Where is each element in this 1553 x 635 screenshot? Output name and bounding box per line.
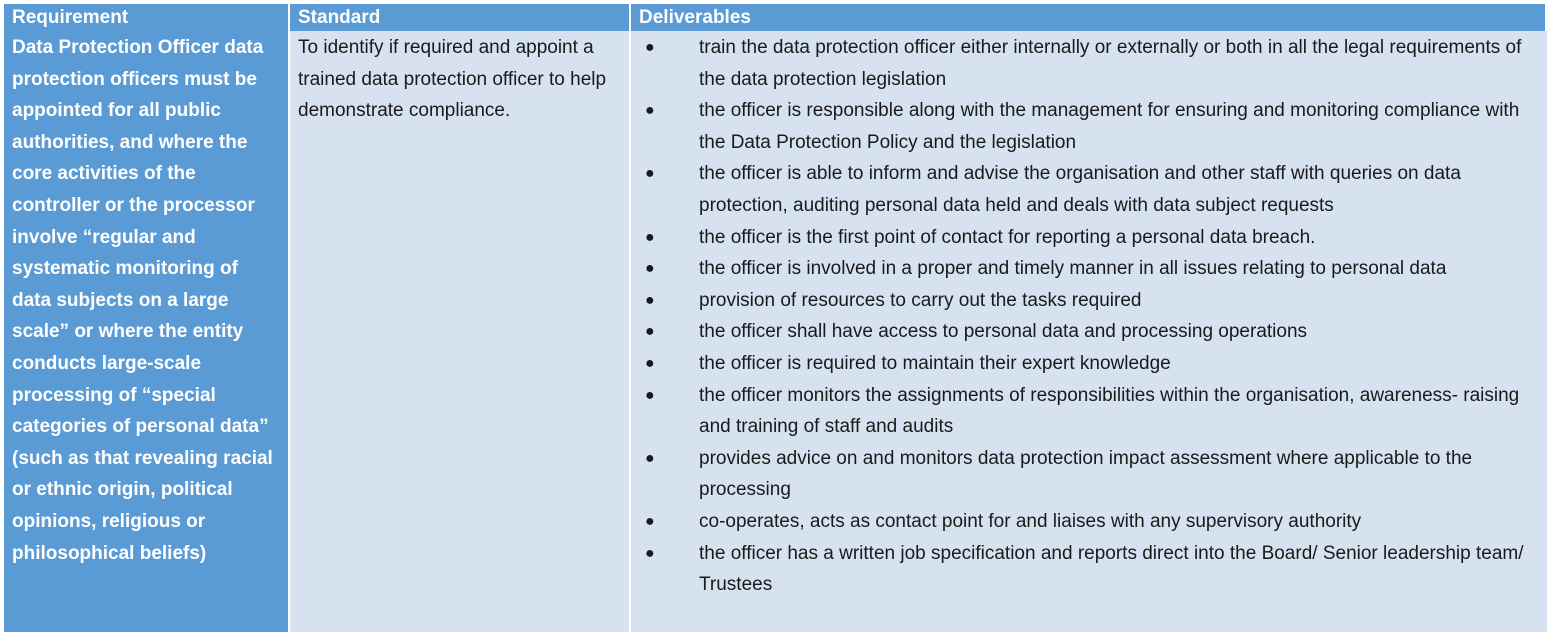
list-item-text: the officer shall have access to personal data and processing operations [699, 321, 1308, 343]
list-item-text: the officer is the first point of contact for reporting a personal data breach. [699, 226, 1316, 248]
bullet-icon: ● [645, 512, 655, 530]
list-item-text: train the data protection officer either internally or externally or both in all the legal requirements of the data protection legislation [699, 37, 1522, 90]
list-item [631, 348, 1539, 380]
bullet-icon: ● [645, 323, 655, 341]
list-item [631, 380, 1539, 443]
bullet-icon: ● [645, 165, 655, 183]
bullet-icon: ● [645, 39, 655, 56]
bullet-icon: ● [645, 544, 655, 562]
standard-cell: To identify if required and appoint a trained data protection officer to help demonstrate compliance. [290, 31, 631, 632]
bullet-icon: ● [645, 291, 655, 309]
list-item [631, 253, 1539, 285]
list-item-text: the officer is able to inform and advise the organisation and other staff with queries on data protection, auditing personal data held and deals with data subject requests [699, 163, 1461, 216]
list-item-text: provides advice on and monitors data protection impact assessment where applicable to the processing [699, 447, 1473, 501]
bullet-icon: ● [645, 386, 655, 404]
list-item [631, 285, 1539, 317]
list-item [631, 95, 1539, 158]
header-standard: Standard [290, 4, 631, 31]
deliverables-list [631, 32, 1539, 601]
list-item-text: the officer is required to maintain their expert knowledge [699, 352, 1171, 374]
list-item-text: the officer monitors the assignments of responsibilities within the organisation, awareness- raising and training of staff and audits [699, 384, 1520, 438]
list-item [631, 316, 1539, 348]
list-item-text: the officer is responsible along with the management for ensuring and monitoring compliance with the Data Protection Policy and the legislation [699, 100, 1520, 153]
bullet-icon: ● [645, 102, 655, 120]
deliverables-cell [631, 31, 1547, 632]
header-deliverables: Deliverables [631, 4, 1547, 31]
bullet-icon: ● [645, 228, 655, 246]
bullet-icon: ● [645, 354, 655, 372]
list-item-text: the officer has a written job specification and reports direct into the Board/ Senior leadership team/ Trustees [699, 542, 1524, 596]
list-item-text: provision of resources to carry out the tasks required [699, 289, 1142, 311]
list-item [631, 158, 1539, 221]
list-item [631, 32, 1539, 95]
list-item [631, 443, 1539, 506]
bullet-icon: ● [645, 449, 655, 467]
list-item-text: the officer is involved in a proper and timely manner in all issues relating to personal data [699, 258, 1447, 280]
requirement-cell: Data Protection Officer data protection officers must be appointed for all public authorities, and where the core activities of the controller or the processor involve “regular and systematic monitoring of data subjects on a large scale” or where the entity conducts large-scale processing of “special categories of personal data” (such as that revealing racial or ethnic origin, political opinions, religious or philosophical beliefs) [4, 31, 290, 632]
requirements-table [4, 4, 1547, 632]
list-item-text: co-operates, acts as contact point for and liaises with any supervisory authority [699, 510, 1362, 532]
header-requirement: Requirement [4, 4, 290, 31]
list-item [631, 222, 1539, 254]
list-item [631, 538, 1539, 601]
list-item [631, 506, 1539, 538]
bullet-icon: ● [645, 260, 655, 278]
